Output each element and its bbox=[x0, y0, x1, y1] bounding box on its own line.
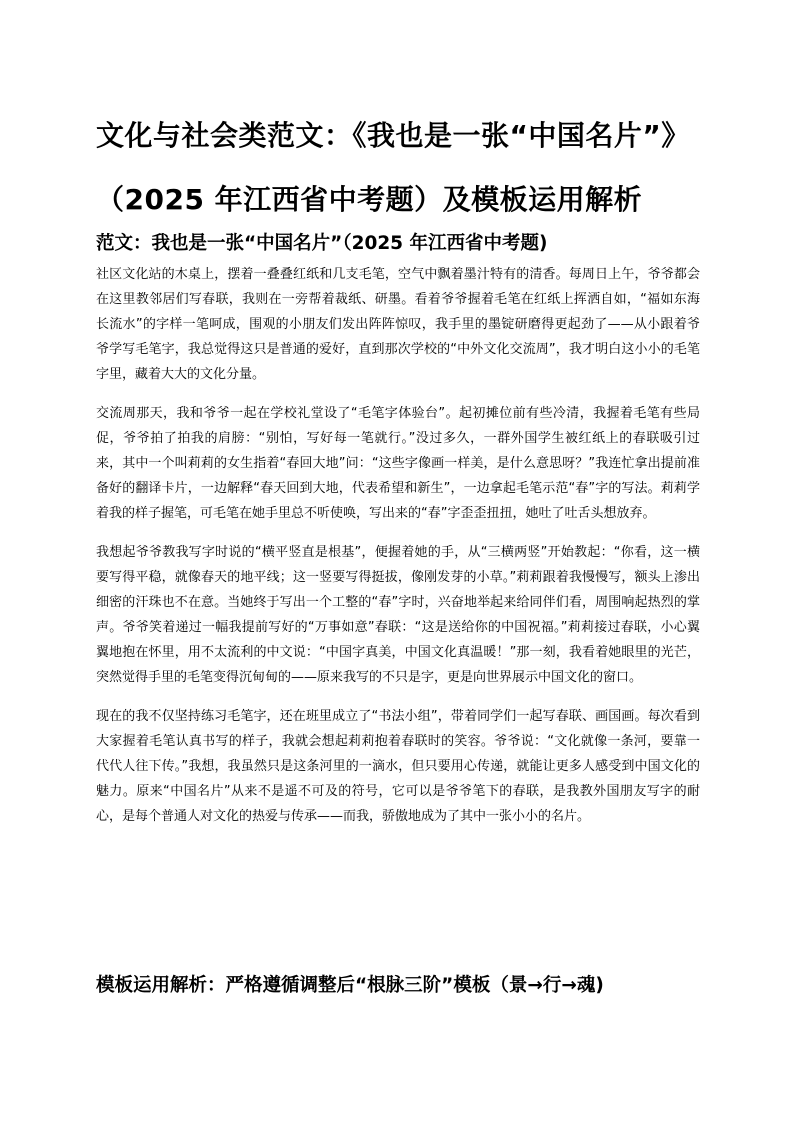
essay-paragraph: 现在的我不仅坚持练习毛笔字，还在班里成立了“书法小组”，带着同学们一起写春联、画国画。每次看到大家握着毛笔认真书写的样子，我就会想起莉莉抱着春联时的笑容。爷爷说：“文化就像一条河，要靠一代代人往下传。”我想，我虽然只是这条河里的一滴水，但只要用心传递，就能让更多人感受到中国文化的魅力。原来“中国名片”从来不是遥不可及的符号，它可以是爷爷笔下的春联，是我教外国朋友写字的耐心，是每个普通人对文化的热爱与传承——而我，骄傲地成为了其中一张小小的名片。 bbox=[96, 709, 700, 824]
essay-paragraph: 交流周那天，我和爷爷一起在学校礼堂设了“毛笔字体验台”。起初摊位前有些冷清，我握着毛笔有些局促，爷爷拍了拍我的肩膀：“别怕，写好每一笔就行。”没过多久，一群外国学生被红纸上的春联吸引过来，其中一个叫莉莉的女生指着“春回大地”问：“这些字像画一样美，是什么意思呀？”我连忙拿出提前准备好的翻译卡片，一边解释“春天回到大地，代表希望和新生”，一边拿起毛笔示范“春”字的写法。莉莉学着我的样子握笔，可毛笔在她手里总不听使唤，写出来的“春”字歪歪扭扭，她吐了吐舌头想放弃。 bbox=[96, 406, 700, 521]
essay-paragraph: 社区文化站的木桌上，摆着一叠叠红纸和几支毛笔，空气中飘着墨汁特有的清香。每周日上午，爷爷都会在这里教邻居们写春联，我则在一旁帮着裁纸、研墨。看着爷爷握着毛笔在红纸上挥洒自如，“福如东海长流水”的字样一笔呵成，围观的小朋友们发出阵阵惊叹，我手里的墨锭研磨得更起劲了——从小跟着爷爷学写毛笔字，我总觉得这只是普通的爱好，直到那次学校的“中外文化交流周”，我才明白这小小的毛笔字里，藏着大大的文化分量。 bbox=[96, 267, 700, 382]
essay-body bbox=[96, 262, 700, 843]
template-heading: 模板运用解析：严格遵循调整后“根脉三阶”模板（景→行→魂) bbox=[96, 975, 604, 996]
essay-paragraph: 我想起爷爷教我写字时说的“横平竖直是根基”，便握着她的手，从“三横两竖”开始教起：“你看，这一横要写得平稳，就像春天的地平线；这一竖要写得挺拔，像刚发芽的小草。”莉莉跟着我慢慢写，额头上渗出细密的汗珠也不在意。当她终于写出一个工整的“春”字时，兴奋地举起来给同伴们看，周围响起热烈的掌声。爷爷笑着递过一幅我提前写好的“万事如意”春联：“这是送给你的中国祝福。”莉莉接过春联，小心翼翼地抱在怀里，用不太流利的中文说：“中国字真美，中国文化真温暖！”那一刻，我看着她眼里的光芒，突然觉得手里的毛笔变得沉甸甸的——原来我写的不只是字，更是向世界展示中国文化的窗口。 bbox=[96, 545, 700, 685]
essay-heading: 范文：我也是一张“中国名片”（2025 年江西省中考题) bbox=[96, 233, 548, 254]
document-title: 文化与社会类范文：《我也是一张“中国名片”》（2025 年江西省中考题）及模板运用解析 bbox=[96, 119, 690, 216]
